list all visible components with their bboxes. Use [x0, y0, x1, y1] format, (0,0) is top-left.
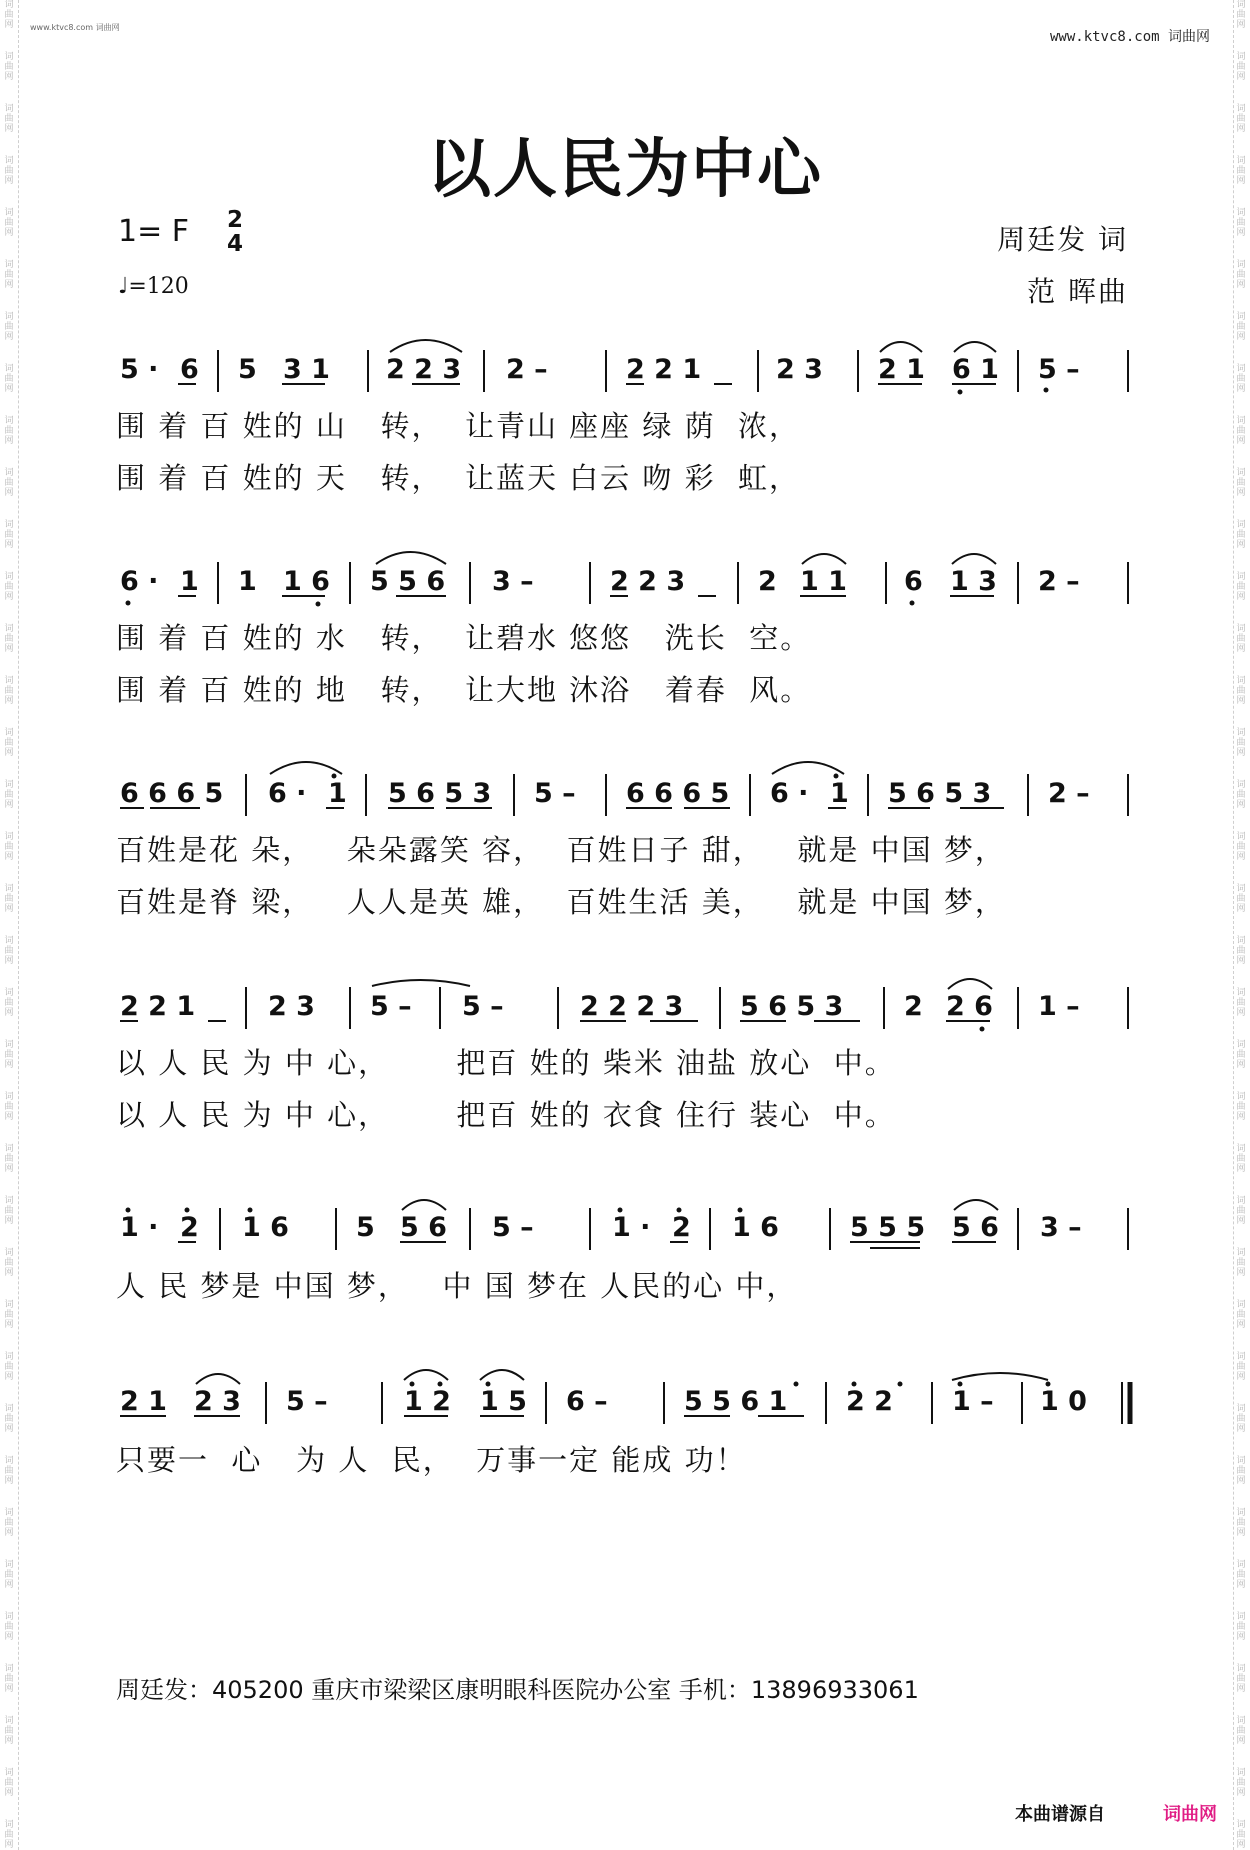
svg-text:5 6: 5 6: [400, 1212, 447, 1243]
svg-text:6 ·: 6 ·: [120, 566, 159, 597]
svg-text:5: 5: [356, 1212, 375, 1243]
svg-text:6: 6: [904, 566, 923, 597]
system-2-lyrics-verse-2: 围 着 百 姓的 地 转， 让大地 沐浴 着春 风。: [116, 673, 812, 707]
system-5-lyrics: 人 民 梦是 中国 梦， 中 国 梦在 人民的心 中，: [116, 1269, 798, 1303]
svg-text:2: 2: [758, 566, 777, 597]
svg-text:1 3: 1 3: [950, 566, 997, 597]
svg-text:3 –: 3 –: [1040, 1212, 1082, 1243]
system-2-notation: [120, 552, 1128, 607]
svg-text:1 0: 1 0: [1040, 1386, 1087, 1417]
left-watermark-strip: 词 曲 网 词 曲 网 词 曲 网 词 曲 网 词 曲 网 词 曲 网 词 曲 网 词 曲 网 词 曲 网 词 曲 网 词 曲 网 词 曲 网 词 曲 网 词 曲 网 词 曲 网 词 曲 网 词 曲 网 词 曲 网 词 曲 网 词 曲 网 词 曲 网 词 曲 网 词 曲 网 词 曲 网 词 曲 网 词 曲 网 词 曲 网 词 曲 网 词 曲 网 词 曲 网 词 曲 网 词 曲 网 词 曲 网 词 曲 网 词 曲 网 词 曲 网: [4, 0, 14, 1850]
top-left-watermark: www.ktvc8.com 词曲网: [30, 23, 120, 32]
svg-text:5 6 5 3: 5 6 5 3: [388, 778, 492, 809]
svg-text:2 6: 2 6: [946, 991, 993, 1022]
svg-text:5 –: 5 –: [492, 1212, 534, 1243]
svg-text:2 2 2 3: 2 2 2 3: [580, 991, 684, 1022]
svg-text:2 –: 2 –: [1048, 778, 1090, 809]
svg-text:2 –: 2 –: [1038, 566, 1080, 597]
svg-text:5 ·: 5 ·: [120, 354, 159, 385]
svg-text:6: 6: [180, 354, 199, 385]
composer-credit: 范 晖曲: [1027, 275, 1128, 308]
top-right-url-text[interactable]: www.ktvc8.com: [1049, 29, 1160, 45]
system-1-lyrics-verse-1: 围 着 百 姓的 山 转， 让青山 座座 绿 荫 浓，: [116, 409, 801, 443]
svg-text:1 –: 1 –: [1038, 991, 1080, 1022]
svg-text:1 1: 1 1: [800, 566, 847, 597]
svg-text:5: 5: [238, 354, 257, 385]
svg-text:1 2: 1 2: [404, 1386, 451, 1417]
top-right-site[interactable]: 词曲网: [1168, 29, 1210, 45]
svg-text:2 2 1: 2 2 1: [120, 991, 196, 1022]
svg-text:5 –: 5 –: [1038, 354, 1080, 385]
svg-text:5 5 5: 5 5 5: [850, 1212, 926, 1243]
svg-text:1: 1: [238, 566, 257, 597]
svg-text:5 –: 5 –: [370, 991, 412, 1022]
svg-text:1 6: 1 6: [732, 1212, 779, 1243]
svg-text:1 ·: 1 ·: [120, 1212, 159, 1243]
lyricist-credit: 周廷发 词: [997, 223, 1128, 256]
svg-text:6 1: 6 1: [952, 354, 999, 385]
system-3-notation: [120, 762, 1128, 816]
svg-text:1: 1: [830, 778, 849, 809]
svg-text:6 ·: 6 ·: [770, 778, 809, 809]
svg-text:2 3: 2 3: [776, 354, 823, 385]
svg-text:5 –: 5 –: [534, 778, 576, 809]
system-1-lyrics-verse-2: 围 着 百 姓的 天 转， 让蓝天 白云 吻 彩 虹，: [116, 461, 801, 495]
svg-text:6 6 6 5: 6 6 6 5: [626, 778, 730, 809]
source-label: 本曲谱源自: [1015, 1804, 1105, 1825]
svg-text:5 6 5 3: 5 6 5 3: [740, 991, 844, 1022]
key-signature: 1= F: [118, 214, 190, 249]
svg-text:2 2: 2 2: [846, 1386, 893, 1417]
system-6-notation: [120, 1370, 1130, 1424]
system-2-lyrics-verse-1: 围 着 百 姓的 水 转， 让碧水 悠悠 洗长 空。: [116, 621, 812, 655]
system-4-lyrics-verse-2: 以 人 民 为 中 心， 把百 姓的 衣食 住行 装心 中。: [116, 1098, 896, 1132]
svg-text:3 1: 3 1: [283, 354, 330, 385]
time-signature-bottom: 4: [226, 231, 243, 257]
svg-text:6 ·: 6 ·: [268, 778, 307, 809]
svg-text:1: 1: [180, 566, 199, 597]
source-site-link[interactable]: 词曲网: [1163, 1804, 1217, 1825]
svg-text:2: 2: [672, 1212, 691, 1243]
time-signature-top: 2: [226, 207, 243, 233]
svg-text:1 5: 1 5: [480, 1386, 527, 1417]
system-4-lyrics-verse-1: 以 人 民 为 中 心， 把百 姓的 柴米 油盐 放心 中。: [116, 1046, 896, 1080]
svg-text:2 1: 2 1: [120, 1386, 167, 1417]
svg-text:1 –: 1 –: [952, 1386, 994, 1417]
song-title: 以人民为中心: [427, 133, 823, 207]
system-6-lyrics: 只要一 心 为 人 民， 万事一定 能成 功！: [116, 1443, 747, 1477]
svg-text:5 –: 5 –: [462, 991, 504, 1022]
svg-text:1 6: 1 6: [242, 1212, 289, 1243]
svg-text:1: 1: [328, 778, 347, 809]
right-watermark-strip: 词 曲 网 词 曲 网 词 曲 网 词 曲 网 词 曲 网 词 曲 网 词 曲 网 词 曲 网 词 曲 网 词 曲 网 词 曲 网 词 曲 网 词 曲 网 词 曲 网 词 曲 网 词 曲 网 词 曲 网 词 曲 网 词 曲 网 词 曲 网 词 曲 网 词 曲 网 词 曲 网 词 曲 网 词 曲 网 词 曲 网 词 曲 网 词 曲 网 词 曲 网 词 曲 网 词 曲 网 词 曲 网 词 曲 网 词 曲 网 词 曲 网 词 曲 网: [1236, 0, 1246, 1850]
svg-text:2 2 3: 2 2 3: [610, 566, 686, 597]
svg-text:5 6 5 3: 5 6 5 3: [888, 778, 992, 809]
svg-text:2 3: 2 3: [268, 991, 315, 1022]
tempo-marking: ♩=120: [118, 274, 189, 299]
system-3-lyrics-verse-2: 百姓是脊 梁， 人人是英 雄， 百姓生活 美， 就是 中国 梦，: [116, 885, 1006, 919]
system-1-notation: [120, 340, 1128, 395]
system-3-lyrics-verse-1: 百姓是花 朵， 朵朵露笑 容， 百姓日子 甜， 就是 中国 梦，: [116, 833, 1006, 867]
svg-text:5 6: 5 6: [952, 1212, 999, 1243]
svg-text:2: 2: [180, 1212, 199, 1243]
svg-text:2 –: 2 –: [506, 354, 548, 385]
svg-text:6 –: 6 –: [566, 1386, 608, 1417]
svg-text:1 ·: 1 ·: [612, 1212, 651, 1243]
svg-text:2 2 3: 2 2 3: [386, 354, 462, 385]
svg-text:2 3: 2 3: [194, 1386, 241, 1417]
svg-text:3 –: 3 –: [492, 566, 534, 597]
svg-text:5 –: 5 –: [286, 1386, 328, 1417]
system-5-notation: [120, 1200, 1128, 1250]
svg-text:2 2 1: 2 2 1: [626, 354, 702, 385]
system-4-notation: [120, 979, 1128, 1032]
svg-text:2: 2: [904, 991, 923, 1022]
svg-text:1 6: 1 6: [283, 566, 330, 597]
svg-text:2 1: 2 1: [878, 354, 925, 385]
contact-info: 周廷发：405200 重庆市梁梁区康明眼科医院办公室 手机：13896933061: [116, 1676, 919, 1704]
svg-text:5 5 6: 5 5 6: [370, 566, 446, 597]
svg-text:5 5 6 1: 5 5 6 1: [684, 1386, 788, 1417]
svg-text:6 6 6 5: 6 6 6 5: [120, 778, 224, 809]
